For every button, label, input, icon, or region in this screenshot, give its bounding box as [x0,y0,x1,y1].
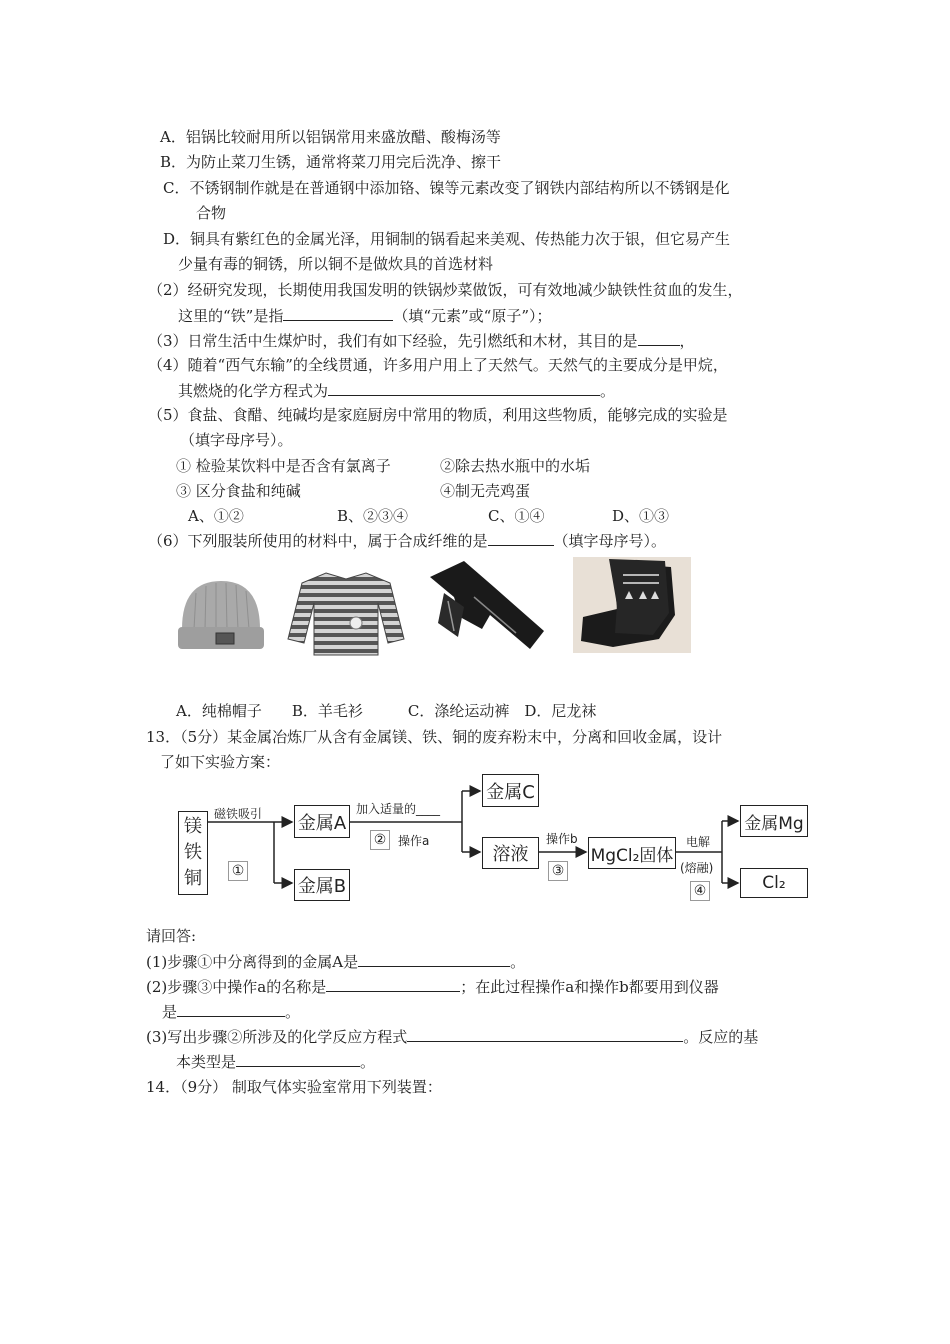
operation-b-label: 操作b [546,832,578,846]
start-mixture-box: 镁 铁 铜 [178,811,208,895]
question-6: （6）下列服装所使用的材料中，属于合成纤维的是 （填字母序号）。 [148,532,667,550]
option-b: B．为防止菜刀生锈，通常将菜刀用完后洗净、擦干 [160,153,502,171]
choice-b: B、②③④ [337,507,409,525]
metal-mg-box: 金属Mg [740,805,808,837]
step-1-marker: ① [228,861,248,881]
molten-label: (熔融) [680,861,714,875]
question-13-line1: 13．（5分）某金属冶炼厂从含有金属镁、铁、铜的废弃粉末中，分离和回收金属，设计 [146,728,723,746]
question-2-line2: 这里的“铁”是指 （填“元素”或“原子”）； [178,307,552,325]
choice-c: C、①④ [488,507,545,525]
experiment-2: ②除去热水瓶中的水垢 [440,457,591,475]
sub-question-2-line1: (2)步骤③中操作a的名称是 ；在此过程操作a和操作b都要用到仪器 [146,978,719,996]
metal-a-box: 金属A [294,805,350,838]
answer-blank[interactable] [326,976,460,992]
operation-a-label: 操作a [398,834,430,848]
solution-box: 溶液 [482,837,539,869]
option-a: A．铝锅比较耐用所以铝锅常用来盛放醋、酸梅汤等 [160,128,501,146]
magnet-label: 磁铁吸引 [214,807,263,821]
question-2-line1: （2）经研究发现，长期使用我国发明的铁锅炒菜做饭，可有效地减少缺铁性贫血的发生， [148,281,743,299]
experiment-3: ③ 区分食盐和纯碱 [176,482,301,500]
question-4-line2: 其燃烧的化学方程式为 。 [178,382,616,400]
experiment-1: ① 检验某饮料中是否含有氯离子 [176,457,391,475]
question-13-line2: 了如下实验方案： [160,753,281,771]
question-5-line2: （填字母序号）。 [180,431,293,449]
answer-prompt: 请回答: [146,927,197,945]
question-4-line1: （4）随着“西气东输”的全线贯通，许多用户用上了天然气。天然气的主要成分是甲烷， [148,356,728,374]
answer-blank[interactable] [407,1026,683,1042]
sub-question-1: (1)步骤①中分离得到的金属A是 。 [146,953,526,971]
option-d-line2: 少量有毒的铜锈，所以铜不是做炊具的首选材料 [178,255,494,273]
question-3: （3）日常生活中生煤炉时，我们有如下经验，先引燃纸和木材，其目的是 ， [148,332,695,350]
metal-b-box: 金属B [294,869,350,901]
sub-question-3-line1: (3)写出步骤②所涉及的化学反应方程式 。反应的基 [146,1028,759,1046]
clothing-options: A．纯棉帽子 B．羊毛衫 C．涤纶运动裤 D．尼龙袜 [176,702,597,720]
option-c-line1: C．不锈钢制作就是在普通钢中添加铬、镍等元素改变了钢铁内部结构所以不锈钢是化 [163,179,730,197]
option-c-line2: 合物 [196,204,227,222]
step-2-marker: ② [370,830,390,850]
cl2-box: Cl₂ [740,868,808,898]
answer-blank[interactable] [236,1051,360,1067]
choice-a: A、①② [188,507,244,525]
sub-question-2-line2: 是 。 [162,1003,301,1021]
question-14: 14．（9分） 制取气体实验室常用下列装置： [146,1078,442,1096]
question-5-line1: （5）食盐、食醋、纯碱均是家庭厨房中常用的物质，利用这些物质，能够完成的实验是 [148,406,728,424]
metal-c-box: 金属C [482,774,539,807]
electrolysis-label: 电解 [686,835,711,849]
step-3-marker: ③ [548,861,568,881]
experiment-4: ④制无壳鸡蛋 [440,482,531,500]
choice-d: D、①③ [612,507,670,525]
answer-blank[interactable] [177,1001,285,1017]
add-reagent-label: 加入适量的____ [356,802,441,816]
step-4-marker: ④ [690,881,710,901]
option-d-line1: D．铜具有紫红色的金属光泽，用铜制的锅看起来美观、传热能力次于银，但它易产生 [163,230,731,248]
sub-question-3-line2: 本类型是 。 [176,1053,376,1071]
mgcl2-solid-box: MgCl₂固体 [588,837,676,869]
answer-blank[interactable] [358,951,510,967]
